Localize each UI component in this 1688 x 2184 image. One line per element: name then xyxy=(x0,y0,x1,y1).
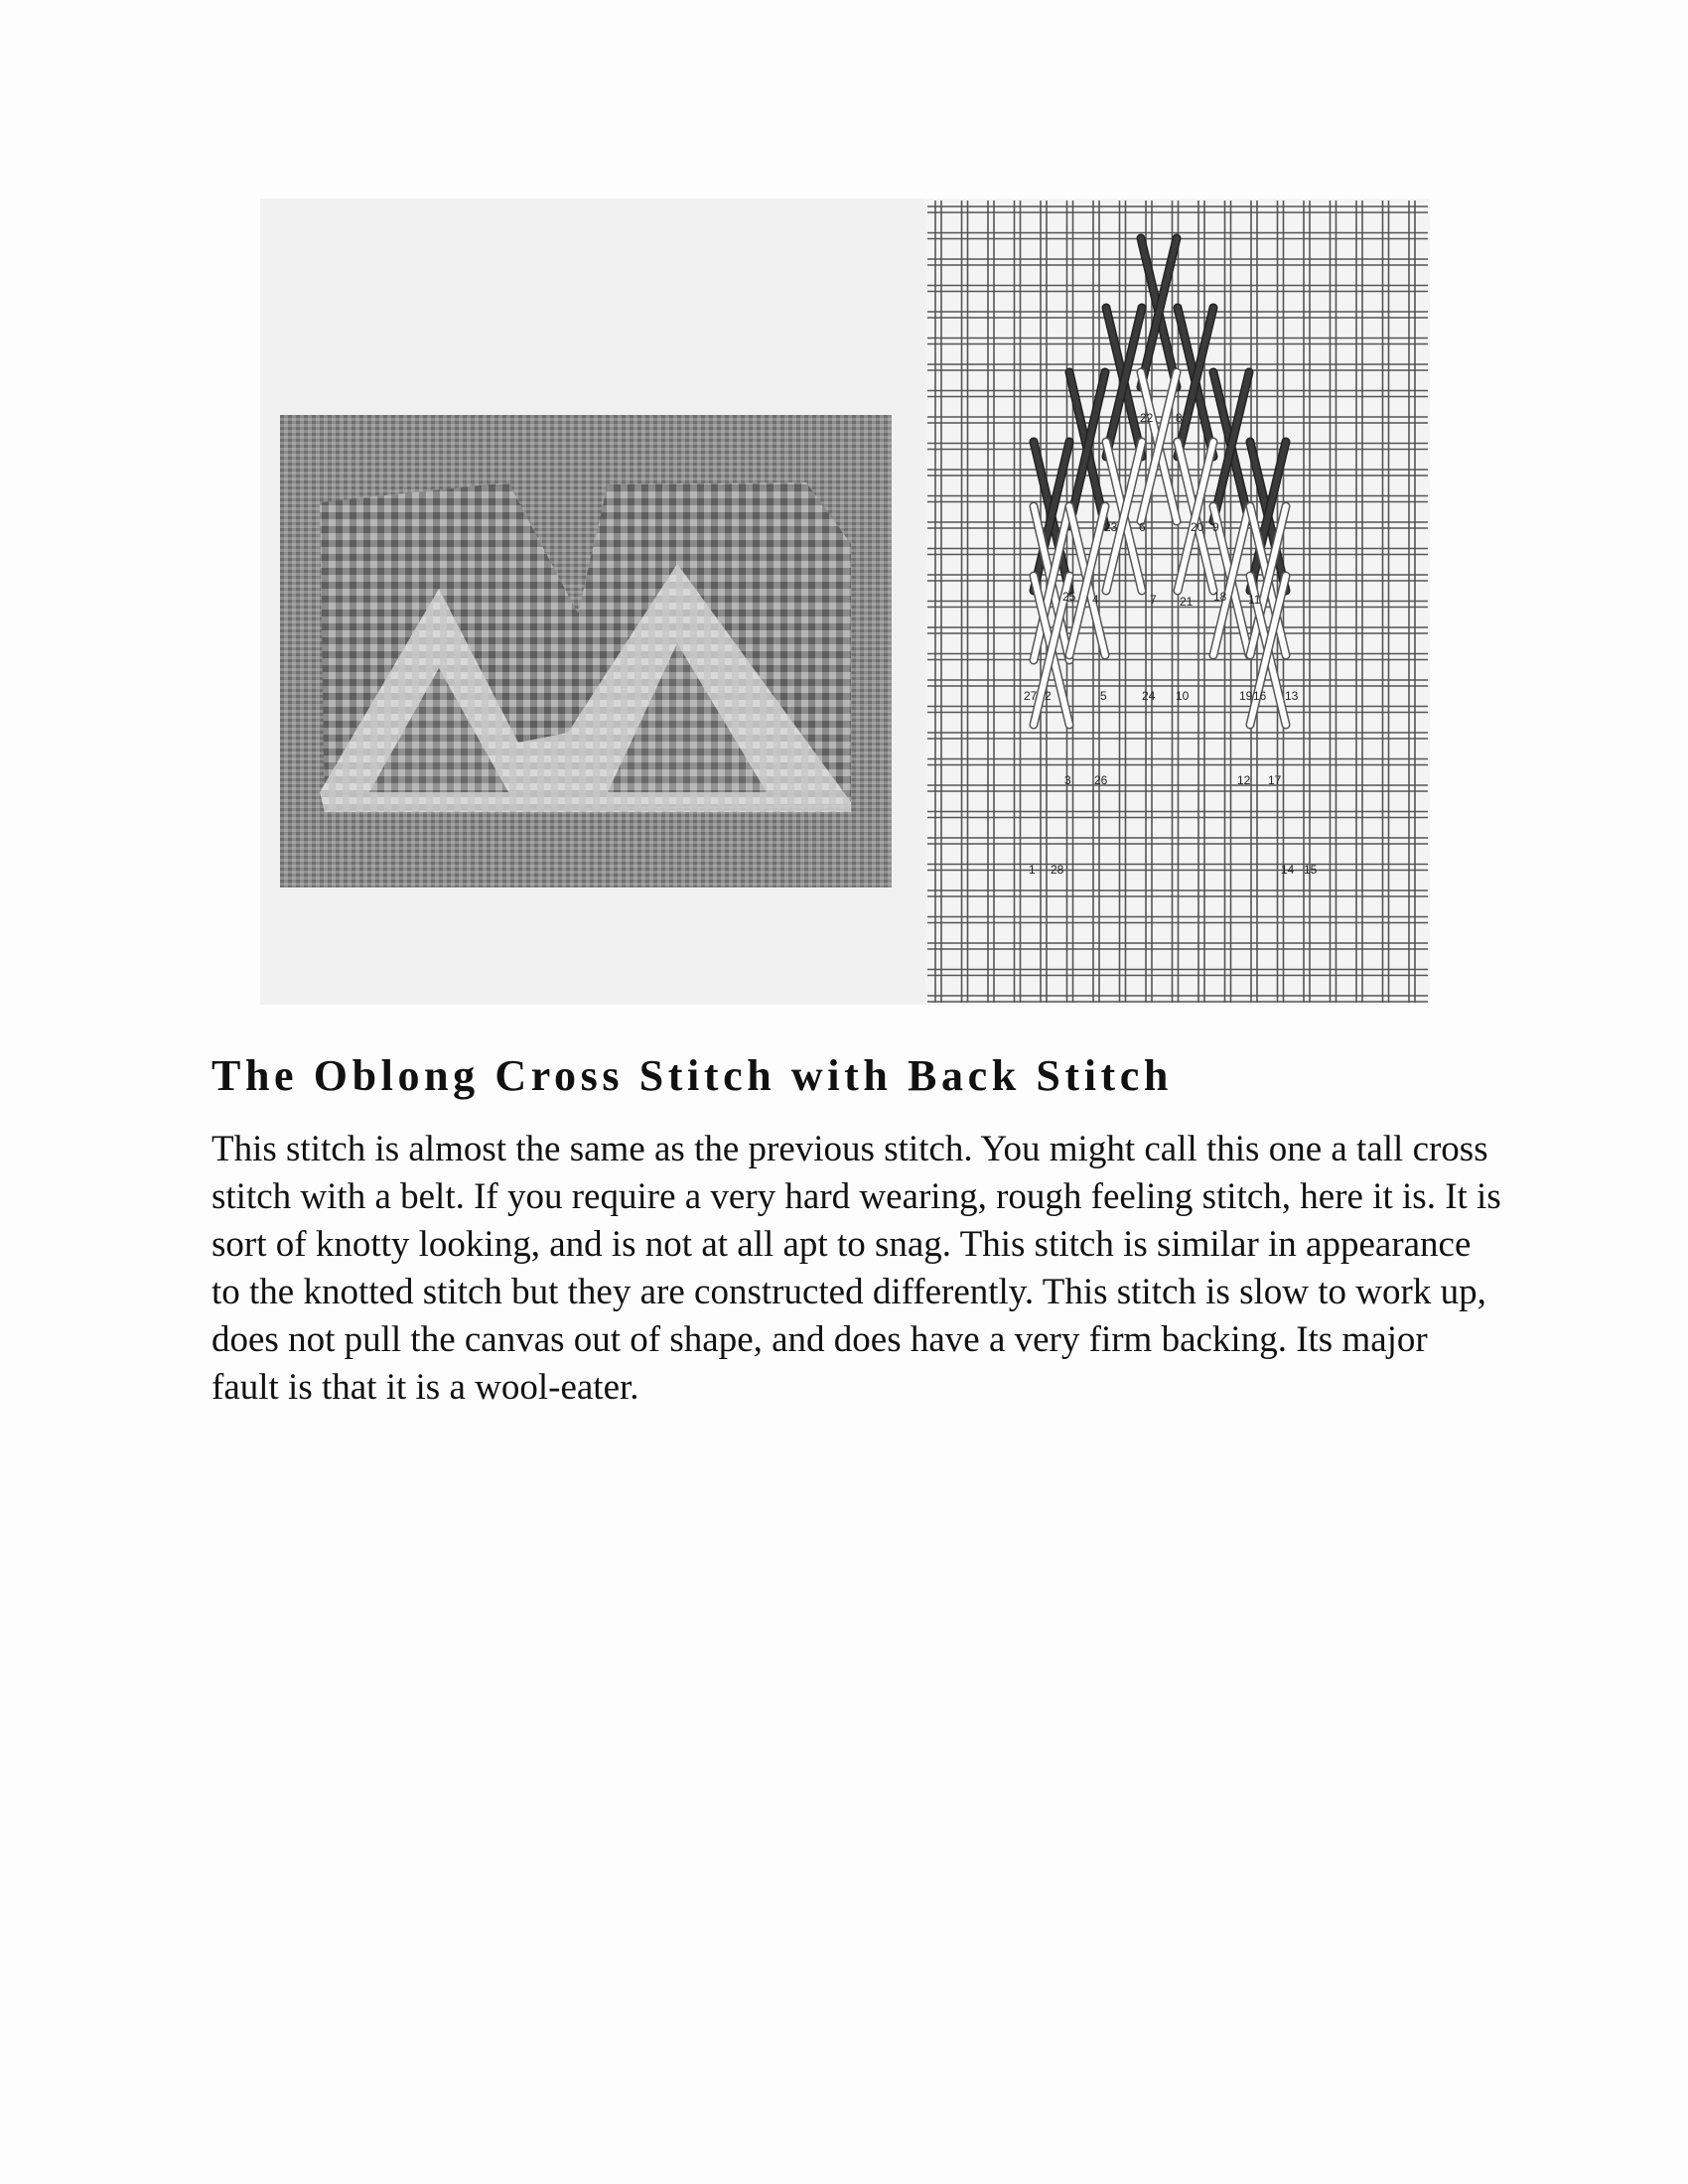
stitch-diagram xyxy=(925,199,1430,1005)
stitch-sequence-number: 8 xyxy=(1176,411,1183,425)
stitch-sequence-number: 10 xyxy=(1176,689,1190,703)
stitch-sequence-number: 9 xyxy=(1212,520,1219,534)
stitch-sequence-number: 25 xyxy=(1062,590,1076,604)
stitch-sequence-number: 5 xyxy=(1100,689,1107,703)
stitch-sequence-number: 14 xyxy=(1281,863,1295,877)
stitch-sequence-number: 23 xyxy=(1104,520,1118,534)
stitch-sequence-number: 12 xyxy=(1237,773,1251,787)
stitch-sequence-number: 20 xyxy=(1191,520,1204,534)
page-title: The Oblong Cross Stitch with Back Stitch xyxy=(211,1051,1173,1100)
stitch-sequence-number: 17 xyxy=(1268,773,1282,787)
stitch-sequence-number: 2 xyxy=(1045,689,1052,703)
stitch-sequence-number: 19 xyxy=(1239,689,1253,703)
stitch-sequence-number: 7 xyxy=(1150,593,1157,607)
stitch-sequence-number: 6 xyxy=(1139,520,1146,534)
body-paragraph: This stitch is almost the same as the previous stitch. You might call this one a tall cross stitch with a belt. If you require a very hard wearing, rough feeling stitch, here it is. It is sort of knotty looking, and is not at all apt to snag. This stitch is similar in appearance to the knotted stitch but they are constructed differently. This stitch is slow to work up, does not pull the canvas out of shape, and does have a very firm backing. Its major fault is that it is a wool-eater. xyxy=(211,1129,1501,1408)
stitch-sequence-number: 18 xyxy=(1213,590,1227,604)
stitch-illustration xyxy=(260,199,1430,1005)
stitch-sequence-number: 11 xyxy=(1248,593,1261,607)
stitch-sequence-number: 27 xyxy=(1024,689,1038,703)
stitch-sequence-number: 4 xyxy=(1092,593,1099,607)
stitch-sequence-number: 21 xyxy=(1180,595,1194,609)
stitch-sequence-number: 15 xyxy=(1304,863,1318,877)
stitch-sequence-number: 13 xyxy=(1285,689,1299,703)
stitch-sequence-number: 26 xyxy=(1094,773,1108,787)
stitch-sequence-number: 28 xyxy=(1051,863,1064,877)
stitch-sequence-number: 3 xyxy=(1064,773,1071,787)
stitch-sequence-number: 16 xyxy=(1253,689,1267,703)
stitch-sequence-number: 24 xyxy=(1142,689,1156,703)
stitch-sample-photo xyxy=(280,415,892,887)
stitch-sequence-number: 22 xyxy=(1140,411,1154,425)
stitch-sequence-number: 1 xyxy=(1029,863,1036,877)
